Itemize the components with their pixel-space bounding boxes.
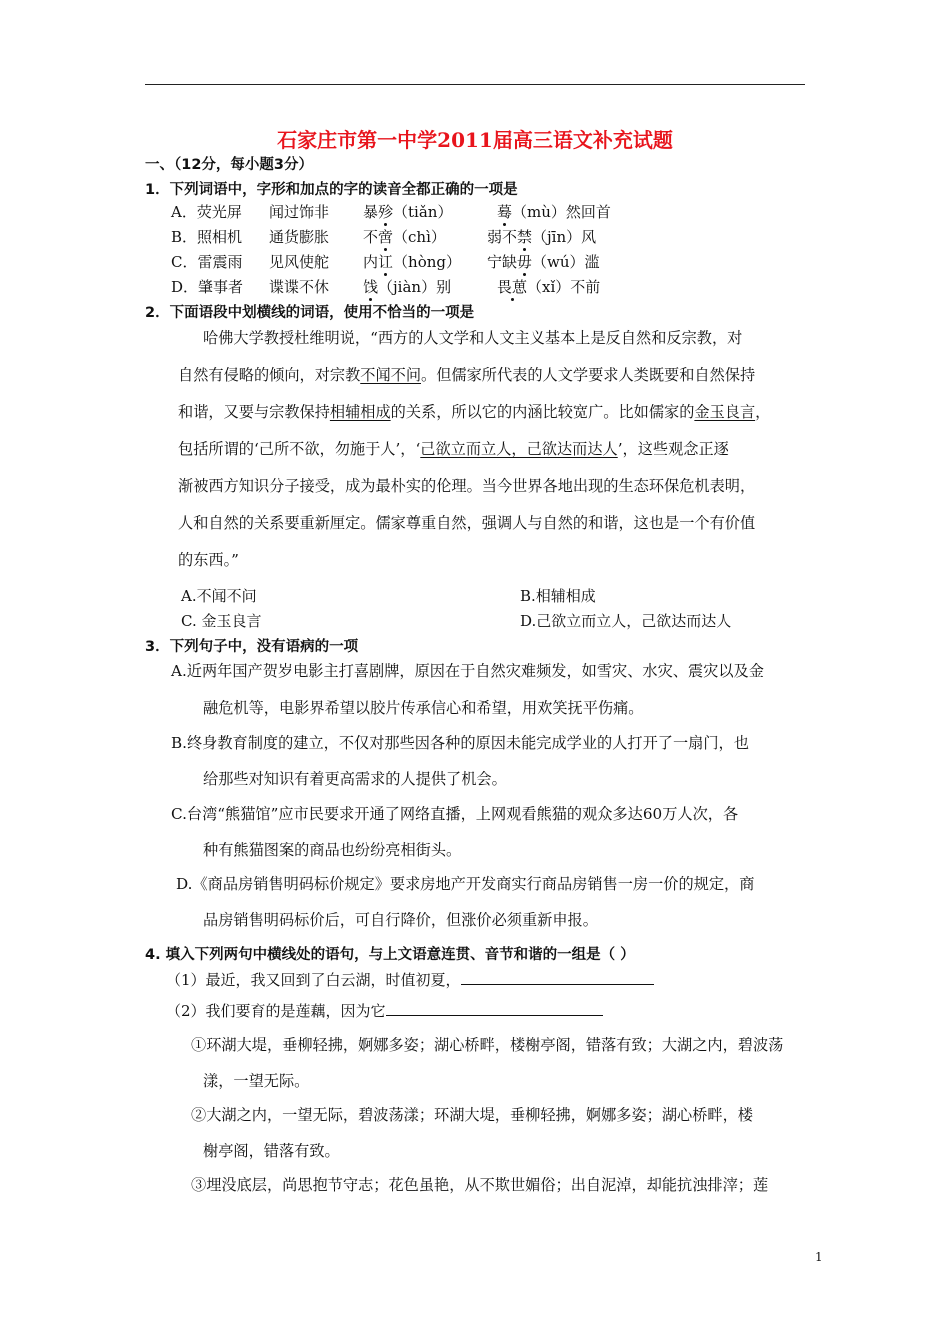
- page-number: 1: [815, 1250, 823, 1264]
- q2-passage-line-6: 人和自然的关系要重新厘定。儒家尊重自然，强调人与自然的和谐，这也是一个有价值: [178, 514, 756, 532]
- q3-option-a-line-2: 融危机等，电影界希望以胶片传承信心和希望，用欢笑抚平伤痛。: [203, 699, 644, 717]
- q2-passage-line-3: 和谐，又要与宗教保持相辅相成的关系，所以它的内涵比较宽广。比如儒家的金玉良言，: [178, 403, 771, 421]
- q3-stem: 3．下列句子中，没有语病的一项: [145, 639, 359, 655]
- q3-option-c-line-2: 种有熊猫图案的商品也纷纷亮相街头。: [203, 841, 462, 859]
- q2-passage-line-7: 的东西。”: [178, 551, 239, 569]
- q3-option-a-line-1: A.近两年国产贺岁电影主打喜剧牌，原因在于自然灾难频发，如雪灾、水灾、震灾以及金: [171, 662, 764, 680]
- q2-option-b: B.相辅相成: [520, 587, 596, 605]
- q3-option-b-line-1: B.终身教育制度的建立，不仅对那些因各种的原因未能完成学业的人打开了一扇门，也: [171, 734, 749, 752]
- section-heading: 一、（12分，每小题3分）: [145, 157, 314, 173]
- q2-passage-line-2: 自然有侵略的倾向，对宗教不闻不问。但儒家所代表的人文学要求人类既要和自然保持: [178, 366, 756, 384]
- q4-sentence-2: （2）我们要育的是莲藕，因为它: [166, 1000, 603, 1021]
- fill-blank: [386, 1001, 603, 1016]
- q4-option-2-line-1: ②大湖之内，一望无际，碧波荡漾；环湖大堤，垂柳轻拂，婀娜多姿；湖心桥畔，楼: [191, 1106, 753, 1124]
- q1-stem: 1．下列词语中，字形和加点的字的读音全都正确的一项是: [145, 182, 518, 198]
- q4-stem: 4. 填入下列两句中横线处的语句，与上文语意连贯、音节和谐的一组是（ ）: [145, 947, 635, 963]
- q2-passage-line-4: 包括所谓的‘己所不欲，勿施于人’，‘己欲立而立人，己欲达而达人’，这些观念正逐: [178, 440, 729, 458]
- q3-option-d-line-2: 品房销售明码标价后，可自行降价，但涨价必须重新申报。: [203, 911, 598, 929]
- q2-stem: 2．下面语段中划横线的词语，使用不恰当的一项是: [145, 305, 475, 321]
- underlined-phrase: 己欲立而立人，己欲达而达人: [420, 440, 618, 458]
- q2-option-d: D.己欲立而立人，己欲达而达人: [520, 612, 732, 630]
- q2-option-a: A.不闻不问: [181, 587, 257, 605]
- fill-blank: [461, 970, 654, 985]
- q3-option-c-line-1: C.台湾“熊猫馆”应市民要求开通了网络直播，上网观看熊猫的观众多达60万人次，各: [171, 805, 739, 823]
- q4-option-2-line-2: 榭亭阁，错落有致。: [203, 1142, 340, 1160]
- q2-passage-line-1: 哈佛大学教授杜维明说，“西方的人文学和人文主义基本上是反自然和反宗教，对: [203, 329, 743, 347]
- q4-option-1-line-1: ①环湖大堤，垂柳轻拂，婀娜多姿；湖心桥畔，楼榭亭阁，错落有致；大湖之内，碧波荡: [191, 1036, 784, 1054]
- underlined-phrase: 金玉良言: [694, 403, 756, 421]
- underlined-phrase: 相辅相成: [329, 403, 391, 421]
- q4-sentence-1: （1）最近，我又回到了白云湖，时值初夏，: [166, 969, 654, 990]
- page-title: 石家庄市第一中学2011届高三语文补充试题: [277, 128, 673, 152]
- q4-option-3-line-1: ③埋没底层，尚思抱节守志；花色虽艳，从不欺世媚俗；出自泥淖，却能抗浊排滓；莲: [191, 1176, 769, 1194]
- q2-passage-line-5: 渐被西方知识分子接受，成为最朴实的伦理。当今世界各地出现的生态环保危机表明，: [178, 477, 756, 495]
- q3-option-d-line-1: D.《商品房销售明码标价规定》要求房地产开发商实行商品房销售一房一价的规定，商: [176, 875, 755, 893]
- q2-option-c: C. 金玉良言: [181, 612, 262, 630]
- underlined-phrase: 不闻不问: [360, 366, 421, 384]
- q3-option-b-line-2: 给那些对知识有着更高需求的人提供了机会。: [203, 770, 507, 788]
- header-rule: [145, 84, 805, 85]
- q4-option-1-line-2: 漾，一望无际。: [203, 1072, 310, 1090]
